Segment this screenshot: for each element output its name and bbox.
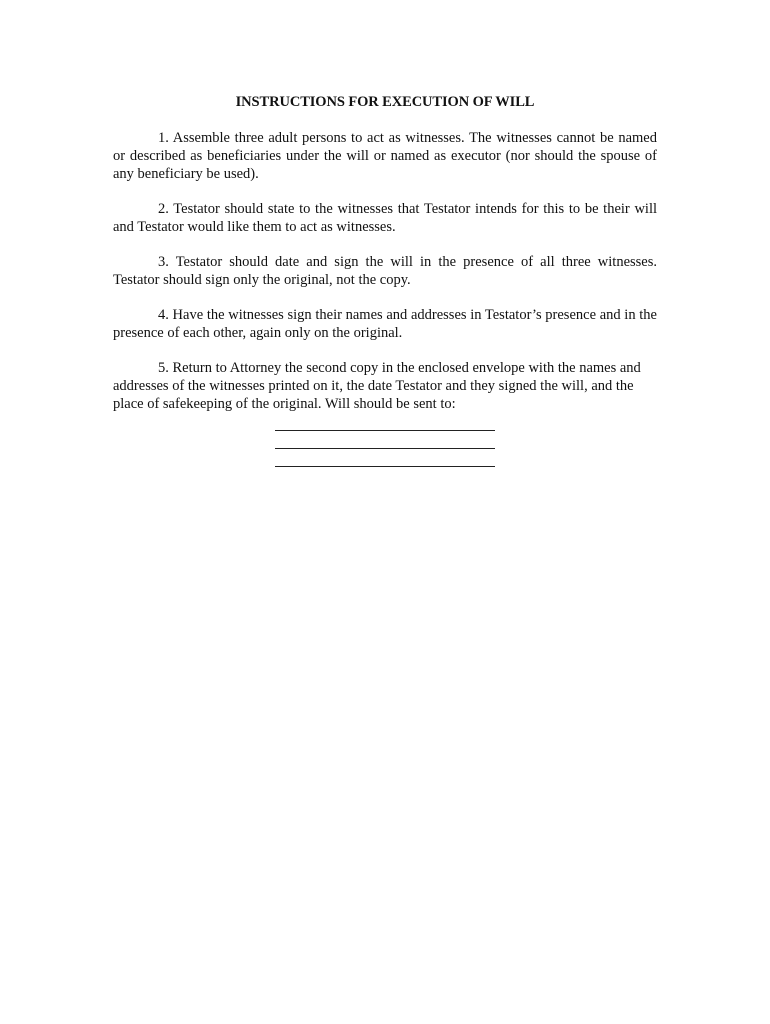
address-blank-lines (275, 430, 495, 467)
document-page (113, 93, 657, 484)
instruction-paragraph-4: 4. Have the witnesses sign their names and addresses in Testator’s presence and in the presence of each other, again only on the original. (113, 307, 657, 341)
address-line-3 (275, 466, 495, 467)
instruction-paragraph-3: 3. Testator should date and sign the will in the presence of all three witnesses. Testator should sign only the original, not the copy. (113, 254, 657, 288)
instruction-paragraph-5: 5. Return to Attorney the second copy in the enclosed envelope with the names and addresses of the witnesses printed on it, the date Testator and they signed the will, and the place of safekeeping of the original. Will should be sent to: (113, 360, 641, 412)
address-line-2 (275, 448, 495, 449)
document-title: INSTRUCTIONS FOR EXECUTION OF WILL (235, 94, 535, 110)
address-line-1 (275, 430, 495, 431)
instruction-paragraph-1: 1. Assemble three adult persons to act as witnesses. The witnesses cannot be named or described as beneficiaries under the will or named as executor (nor should the spouse of any beneficiary be used). (113, 130, 657, 182)
instruction-paragraph-2: 2. Testator should state to the witnesses that Testator intends for this to be their will and Testator would like them to act as witnesses. (113, 201, 657, 235)
